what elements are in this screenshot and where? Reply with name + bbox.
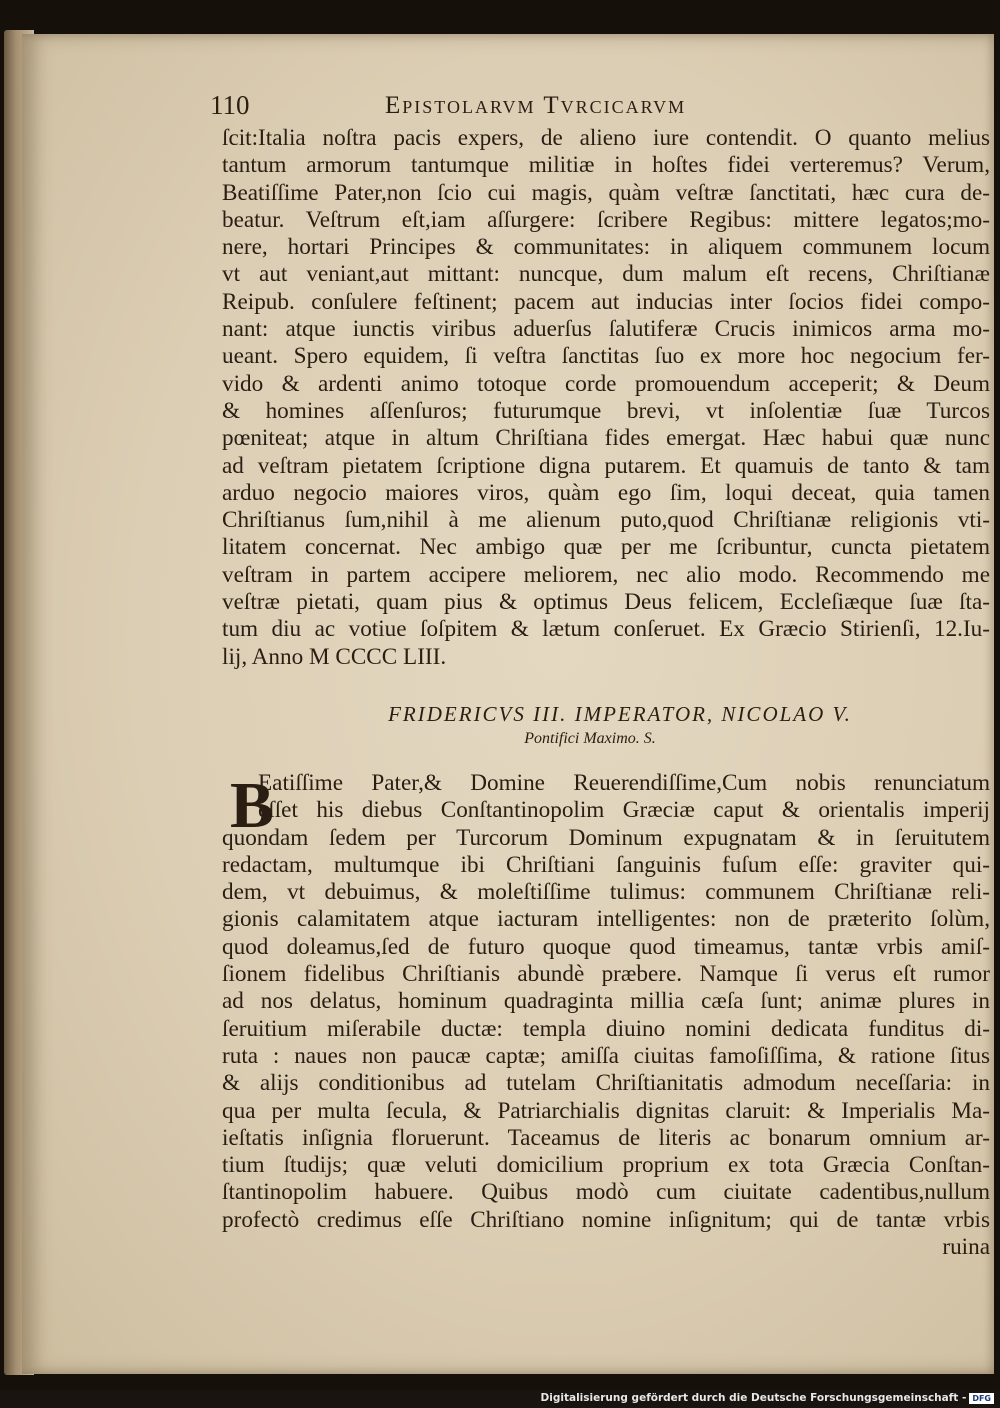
text-line: ſionem fidelibus Chriſtianis abundè præbere. Namque ſi verus eſt rumor bbox=[222, 961, 990, 988]
text-line: nant: atque iunctis viribus aduerſus ſalutiferæ Crucis inimicos arma mo- bbox=[222, 316, 990, 343]
text-line: Eatiſſime Pater,& Domine Reuerendiſſime,Cum nobis renunciatum bbox=[258, 770, 990, 796]
text-line: tum diu ac votiue ſoſpitem & lætum conſeruet. Ex Græcio Stirienſi, 12.Iu- bbox=[222, 616, 990, 643]
letter-two-heading bbox=[300, 700, 940, 750]
text-line: tium ſtudijs; quæ veluti domicilium proprium ex tota Græcia Conſtan- bbox=[222, 1152, 990, 1179]
letter-one-text bbox=[222, 125, 990, 671]
text-line: quondam ſedem per Turcorum Dominum expugnatam & in ſeruitutem bbox=[222, 824, 990, 851]
running-title: Epistolarvm Tvrcicarvm bbox=[385, 92, 687, 119]
text-line: ſeruitium miſerabile ductæ: templa diuino nomini dedicata funditus di- bbox=[222, 1015, 990, 1042]
text-line: Chriſtianus ſum,nihil à me alienum puto,quod Chriſtianæ religionis vti- bbox=[222, 507, 990, 534]
text-line: ad veſtram pietatem ſcriptione digna putarem. Et quamuis de tanto & tam bbox=[222, 452, 990, 479]
text-line: redactam, multumque ibi Chriſtiani ſanguinis fuſum eſſe: graviter qui- bbox=[222, 851, 990, 878]
dfg-logo: DFG bbox=[969, 1393, 994, 1404]
text-line: profectò credimus eſſe Chriſtiano nomine inſignitum; qui de tantæ vrbis bbox=[222, 1206, 990, 1233]
text-line: & alijs conditionibus ad tutelam Chriſtianitatis admodum neceſſaria: in bbox=[222, 1070, 990, 1097]
text-line: ruta : naues non paucæ captæ; amiſſa ciuitas famoſiſſima, & ratione ſitus bbox=[222, 1042, 990, 1069]
text-line: ſtantinopolim habuere. Quibus modò cum ciuitate cadentibus,nullum bbox=[222, 1179, 990, 1206]
text-line: beatur. Veſtrum eſt,iam aſſurgere: ſcribere Regibus: mittere legatos;mo- bbox=[222, 206, 990, 233]
text-line: lij, Anno M CCCC LIII. bbox=[222, 643, 447, 670]
text-line: qua per multa ſecula, & Patriarchialis dignitas claruit: & Imperialis Ma- bbox=[222, 1097, 990, 1124]
catchword: ruina bbox=[942, 1234, 990, 1261]
credit-text: Digitalisierung gefördert durch die Deutsche Forschungsgemeinschaft - bbox=[540, 1392, 967, 1404]
text-line: quod doleamus,ſed de futuro quoque quod timeamus, tantæ vrbis amiſ- bbox=[222, 933, 990, 960]
digitization-credit bbox=[541, 1391, 994, 1405]
text-line: Beatiſſime Pater,non ſcio cui magis, quàm veſtræ ſanctitati, hæc cura de- bbox=[222, 179, 990, 206]
text-line: ad nos delatus, hominum quadraginta millia cæſa ſunt; animæ plures in bbox=[222, 988, 990, 1015]
page-header bbox=[210, 90, 810, 124]
text-line: tantum armorum tantumque militiæ in hoſtes fidei verteremus? Verum, bbox=[222, 152, 990, 179]
letter-title: FRIDERICVS III. IMPERATOR, NICOLAO V. bbox=[388, 702, 852, 726]
text-line: ueant. Spero equidem, ſi veſtra ſanctitas ſuo ex more hoc negocium fer- bbox=[222, 343, 990, 370]
text-line: nere, hortari Principes & communitates: in aliquem communem locum bbox=[222, 234, 990, 261]
letter-subtitle: Pontifici Maximo. S. bbox=[524, 730, 656, 747]
text-line: Reipub. conſulere feſtinent; pacem aut inducias inter ſocios fidei compo- bbox=[222, 288, 990, 315]
text-line: ſcit:Italia noſtra pacis expers, de alieno iure contendit. O quanto melius bbox=[222, 125, 990, 151]
text-line: pœniteat; atque in altum Chriſtiana fides emergat. Hæc habui quæ nunc bbox=[222, 425, 990, 452]
text-line: veſtræ pietati, quam pius & optimus Deus felicem, Eccleſiæque ſuæ ſta- bbox=[222, 589, 990, 616]
text-line: gionis calamitatem atque iacturam intelligentes: non de præterito ſolùm, bbox=[222, 906, 990, 933]
text-line: eſſet his diebus Conſtantinopolim Græciæ caput & orientalis imperij bbox=[258, 797, 990, 824]
text-line: ieſtatis inſignia floruerunt. Taceamus de literis ac bonarum omnium ar- bbox=[222, 1124, 990, 1151]
text-line: litatem concernat. Nec ambigo quæ per me ſcribuntur, cuncta pietatem bbox=[222, 534, 990, 561]
text-line: vt aut veniant,aut mittant: nuncque, dum malum eſt recens, Chriſtianæ bbox=[222, 261, 990, 288]
text-line: vido & ardenti animo totoque corde promouendum acceperit; & Deum bbox=[222, 370, 990, 397]
text-line: & homines aſſenſuros; futurumque brevi, vt inſolentiæ ſuæ Turcos bbox=[222, 397, 990, 424]
text-line: arduo negocio maiores viros, quàm ego ſim, loqui deceat, quia tamen bbox=[222, 479, 990, 506]
text-line: veſtram in partem accipere meliorem, nec alio modo. Recommendo me bbox=[222, 561, 990, 588]
letter-two-text bbox=[222, 770, 990, 1261]
drop-cap: B bbox=[230, 769, 275, 842]
text-line: dem, vt debuimus, & moleſtiſſime tulimus: communem Chriſtianæ reli- bbox=[222, 879, 990, 906]
page-number: 110 bbox=[210, 90, 250, 120]
